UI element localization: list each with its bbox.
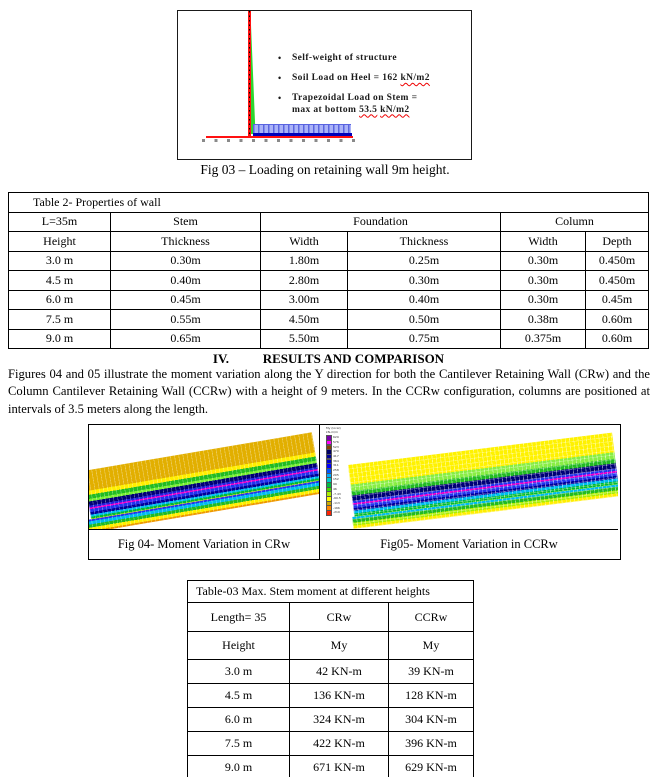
column-header: Height	[9, 232, 111, 252]
table-cell: 7.5 m	[188, 732, 290, 756]
table-cell: 4.50m	[261, 310, 348, 330]
table-cell: 0.30m	[501, 290, 586, 310]
legend-value: 364	[333, 458, 339, 463]
table-cell: 4.5 m	[9, 271, 111, 291]
table-row	[9, 251, 649, 271]
table-cell: 3.0 m	[188, 660, 290, 684]
table-row	[188, 660, 474, 684]
contour-legend	[326, 427, 350, 515]
table-cell: 7.5 m	[9, 310, 111, 330]
fig04-contour-plot	[89, 425, 320, 529]
spellcheck-underline: 53.5	[359, 104, 378, 115]
table-title-row	[9, 193, 649, 213]
table-cell: 0.45m	[111, 290, 261, 310]
bullet-text: Soil Load on Heel = 162 kN/m2	[292, 73, 430, 84]
legend-title: My (local)	[326, 426, 341, 430]
legend-color-chip	[326, 510, 332, 516]
column-header: Thickness	[111, 232, 261, 252]
fig03-loading-diagram	[177, 10, 472, 160]
legend-value: 46	[333, 486, 337, 491]
table-cell: 0.375m	[501, 329, 586, 349]
column-header: Length= 35	[188, 603, 290, 632]
foundation-base-line	[206, 136, 353, 138]
section-heading	[0, 351, 657, 367]
legend-units: kN-m/m	[326, 430, 338, 435]
column-header: Depth	[586, 232, 649, 252]
fig03-caption: Fig 03 – Loading on retaining wall 9m height.	[200, 162, 450, 177]
table-row	[188, 708, 474, 732]
column-header: Column	[501, 212, 649, 232]
table-cell: 0.25m	[348, 251, 501, 271]
column-header: Foundation	[261, 212, 501, 232]
table-cell: 3.00m	[261, 290, 348, 310]
column-header: My	[290, 632, 389, 660]
table-cell: 396 KN-m	[389, 732, 474, 756]
legend-value: 470	[333, 449, 339, 454]
column-header: Width	[501, 232, 586, 252]
section-title: RESULTS AND COMPARISON	[262, 351, 445, 366]
list-item	[278, 73, 463, 84]
legend-value: -166	[333, 505, 340, 510]
table-cell: 304 KN-m	[389, 708, 474, 732]
legend-value: 205	[333, 472, 339, 477]
table-cell: 0.450m	[586, 251, 649, 271]
table-cell: 0.55m	[111, 310, 261, 330]
trapezoidal-load-shape	[251, 13, 256, 134]
table-row	[9, 290, 649, 310]
table-cell: 1.80m	[261, 251, 348, 271]
stem-node-dots	[249, 11, 250, 136]
stem-line	[248, 11, 251, 136]
column-header: Thickness	[348, 232, 501, 252]
table-row	[9, 310, 649, 330]
table-cell: 0.30m	[111, 251, 261, 271]
column-header: Height	[188, 632, 290, 660]
table-properties-of-wall	[8, 192, 649, 349]
table-row	[188, 684, 474, 708]
table-cell: 422 KN-m	[290, 732, 389, 756]
table-cell: 0.60m	[586, 329, 649, 349]
table-cell: 39 KN-m	[389, 660, 474, 684]
table-row	[9, 271, 649, 291]
table-cell: 671 KN-m	[290, 756, 389, 777]
table-row	[188, 732, 474, 756]
column-header: Stem	[111, 212, 261, 232]
table-header-row	[188, 603, 474, 632]
table-header-row	[188, 632, 474, 660]
table-cell: 3.0 m	[9, 251, 111, 271]
fig05-contour-plot	[320, 425, 618, 529]
table-cell: 0.30m	[501, 271, 586, 291]
legend-value: 258	[333, 468, 339, 473]
legend-value: 576	[333, 439, 339, 444]
legend-value: 417	[333, 454, 339, 459]
legend-entries	[326, 436, 350, 516]
table-cell: 4.5 m	[188, 684, 290, 708]
column-header: CRw	[290, 603, 389, 632]
table-cell: 0.45m	[586, 290, 649, 310]
legend-value: 629	[333, 435, 339, 440]
bullet-text: Self-weight of structure	[292, 53, 397, 63]
table-cell: 0.40m	[111, 271, 261, 291]
table-cell: 0.75m	[348, 329, 501, 349]
bullet-icon: •	[278, 53, 282, 63]
table-cell: 128 KN-m	[389, 684, 474, 708]
table-cell: 0.450m	[586, 271, 649, 291]
table-title: Table 2- Properties of wall	[9, 193, 649, 213]
legend-value: 523	[333, 444, 339, 449]
list-item	[278, 93, 463, 115]
legend-value: -113	[333, 500, 340, 505]
table-cell: 6.0 m	[188, 708, 290, 732]
column-header: My	[389, 632, 474, 660]
table-cell: 629 KN-m	[389, 756, 474, 777]
legend-entry	[326, 511, 350, 516]
figures-table	[88, 424, 621, 560]
column-header: Width	[261, 232, 348, 252]
bullet-icon: •	[278, 93, 282, 104]
column-header: L=35m	[9, 212, 111, 232]
legend-value: -219	[333, 510, 340, 515]
table-cell: 0.38m	[501, 310, 586, 330]
table-cell: 136 KN-m	[290, 684, 389, 708]
table-cell: 0.60m	[586, 310, 649, 330]
table-max-stem-moment	[187, 580, 474, 777]
table-cell: 6.0 m	[9, 290, 111, 310]
table-cell: 9.0 m	[188, 756, 290, 777]
table-cell: 0.30m	[501, 251, 586, 271]
table-cell: 9.0 m	[9, 329, 111, 349]
fig05-caption: Fig05- Moment Variation in CCRw	[320, 529, 618, 559]
table-cell: 324 KN-m	[290, 708, 389, 732]
table-group-header-row	[9, 212, 649, 232]
table-title-row	[188, 581, 474, 603]
body-paragraph: Figures 04 and 05 illustrate the moment variation along the Y direction for both the Cantilever Retaining Wall (CRw) and the Column Cantilever Retaining Wall (CCRw) with a height of 9 meters. In the CCRw configuration, columns are positioned at intervals of 3.5 meters along the length.	[8, 367, 650, 416]
legend-value: 311	[333, 463, 339, 468]
section-number: IV.	[212, 351, 229, 366]
spellcheck-underline: kN/m2	[400, 73, 430, 84]
spellcheck-underline: kN/m2	[380, 104, 410, 115]
table-cell: 0.30m	[348, 271, 501, 291]
column-header: CCRw	[389, 603, 474, 632]
fig04-caption: Fig 04- Moment Variation in CRw	[89, 529, 320, 559]
table-cell: 0.50m	[348, 310, 501, 330]
legend-value: 152	[333, 477, 339, 482]
table-cell: 2.80m	[261, 271, 348, 291]
table-row	[188, 756, 474, 777]
dimension-ticks	[202, 139, 358, 142]
bullet-icon: •	[278, 73, 282, 84]
table-cell: 5.50m	[261, 329, 348, 349]
table-cell: 42 KN-m	[290, 660, 389, 684]
table-row	[9, 329, 649, 349]
table-cell: 0.40m	[348, 290, 501, 310]
legend-value: -60.5	[333, 496, 341, 501]
load-legend-list	[278, 53, 463, 125]
bullet-text: Trapezoidal Load on Stem = max at bottom 53.5 kN/m2	[292, 93, 418, 115]
table-title: Table-03 Max. Stem moment at different heights	[188, 581, 474, 603]
list-item	[278, 53, 463, 64]
legend-value: -7.43	[333, 491, 341, 496]
table-cell: 0.65m	[111, 329, 261, 349]
table-header-row	[9, 232, 649, 252]
legend-value: 99	[333, 482, 337, 487]
